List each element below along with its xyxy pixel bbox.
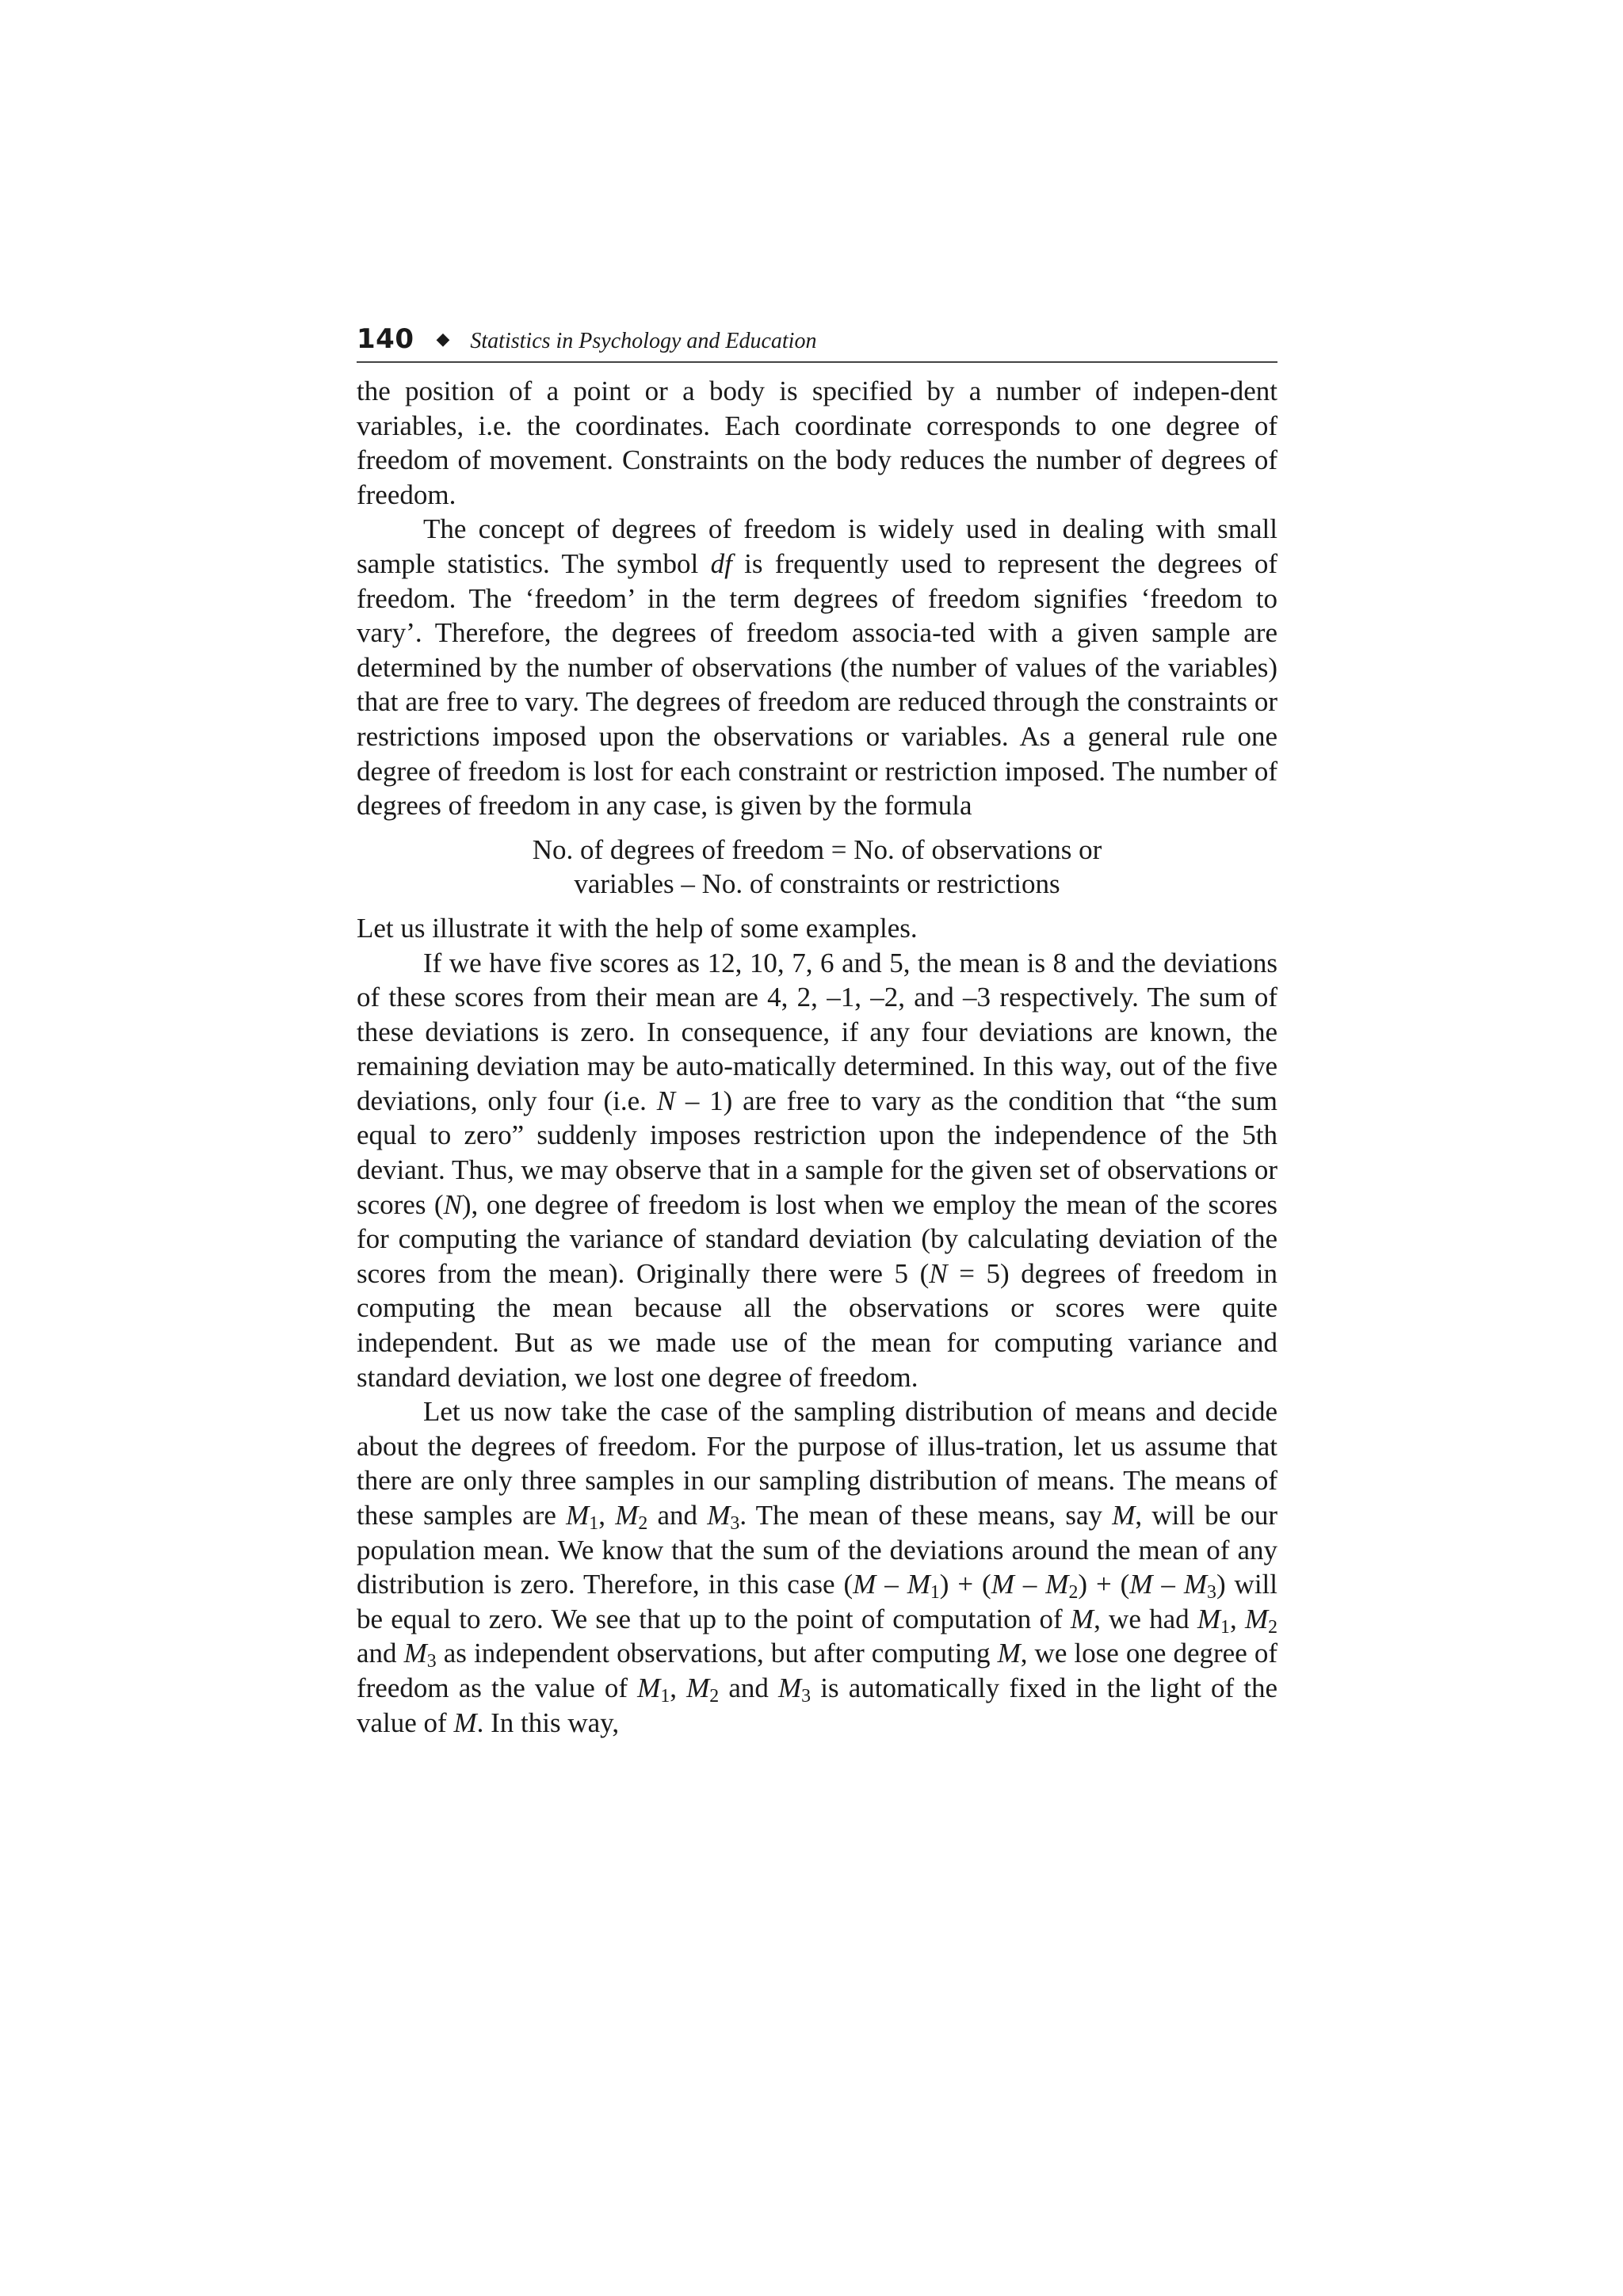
- body-text: [357, 374, 1277, 1740]
- paragraph-1: the position of a point or a body is specified by a number of indepen-dent variables, i.e. the coordinates. Each coordinate corresponds to one degree of freedom of movement. Constraints on the body reduces the number of degrees of freedom.: [357, 376, 1277, 510]
- paragraph-3: Let us illustrate it with the help of some examples.: [357, 912, 918, 944]
- df-symbol: df: [710, 547, 732, 579]
- paragraph-2: The concept of degrees of freedom is widely used in dealing with small sample statistics. The symbol df is frequently used to represent the degrees of freedom. The ‘freedom’ in the term degrees of freedom signifies ‘freedom to vary’. Therefore, the degrees of freedom associa-ted with a given sample are determined by the number of observations (the number of values of the variables) that are free to vary. The degrees of freedom are reduced through the constraints or restrictions imposed upon the observations or variables. As a general rule one degree of freedom is lost for each constraint or restriction imposed. The number of degrees of freedom in any case, is given by the formula: [357, 513, 1277, 822]
- formula-line-2: variables – No. of constraints or restrictions: [574, 868, 1060, 900]
- paragraph-4: If we have five scores as 12, 10, 7, 6 and 5, the mean is 8 and the deviations of these scores from their mean are 4, 2, –1, –2, and –3 respectively. The sum of these deviations is zero. In consequence, if any four deviations are known, the remaining deviation may be auto-matically determined. In this way, out of the five deviations, only four (i.e. N – 1) are free to vary as the condition that “the sum equal to zero” suddenly imposes restriction upon the independence of the 5th deviant. Thus, we may observe that in a sample for the given set of observations or scores (N), one degree of freedom is lost when we employ the mean of the scores for computing the variance of standard deviation (by calculating deviation of the scores from the mean). Originally there were 5 (N = 5) degrees of freedom in computing the mean because all the observations or scores were quite independent. But as we made use of the mean for computing variance and standard deviation, we lost one degree of freedom.: [357, 947, 1278, 1393]
- paragraph-5: Let us now take the case of the sampling distribution of means and decide about the degrees of freedom. For the purpose of illus-tration, let us assume that there are only three samples in our sampling distribution of means. The means of these samples are $M_1$, $M_2$ and $M_3$. The mean of these means, say M, will be our population mean. We know that the sum of the deviations around the mean of any distribution is zero. Therefore, in this case $(M - M_1) + (M - M_2) + (M - M_3)$ will be equal to zero. We see that up to the point of computation of M, we had $M_1$, $M_2$ and $M_3$ as independent observations, but after computing M, we lose one degree of freedom as the value of $M_1$, $M_2$ and $M_3$ is automatically fixed in the light of the value of M. In this way,: [357, 1396, 1278, 1738]
- book-title: Statistics in Psychology and Education: [470, 329, 817, 353]
- book-page: [357, 323, 1277, 1740]
- page-number: 140: [357, 323, 414, 355]
- running-head: [357, 323, 1277, 363]
- formula-line-1: No. of degrees of freedom = No. of observations or: [532, 833, 1102, 865]
- degrees-of-freedom-formula: [357, 833, 1277, 902]
- diamond-icon: ◆: [436, 329, 450, 349]
